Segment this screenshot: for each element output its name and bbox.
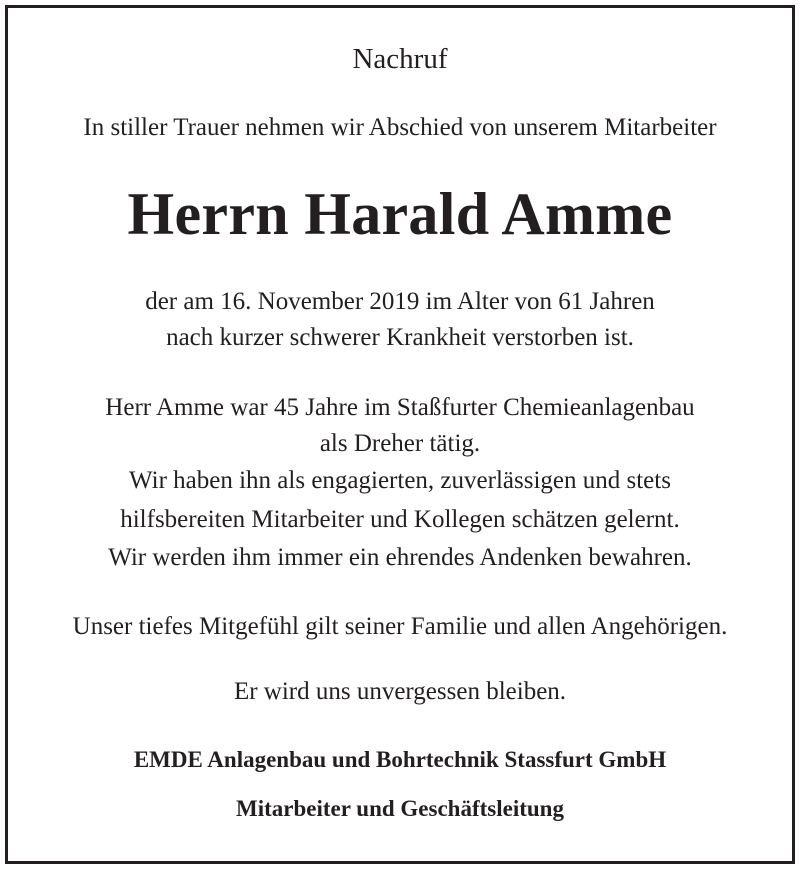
- tribute-line-1: Herr Amme war 45 Jahre im Staßfurter Chemieanlagenbau: [105, 394, 695, 421]
- closing-text: Er wird uns unvergessen bleiben.: [233, 678, 567, 705]
- company-name: EMDE Anlagenbau und Bohrtechnik Stassfurt GmbH: [133, 747, 667, 772]
- notice-heading: Nachruf: [352, 43, 448, 75]
- tribute-line-2: als Dreher tätig.: [319, 430, 481, 457]
- death-line-2: nach kurzer schwerer Krankheit verstorben ist.: [166, 324, 634, 351]
- condolence-text: Unser tiefes Mitgefühl gilt seiner Familie und allen Angehörigen.: [72, 613, 728, 640]
- intro-text: In stiller Trauer nehmen wir Abschied von unserem Mitarbeiter: [83, 114, 717, 141]
- deceased-name: Herrn Harald Amme: [127, 181, 673, 247]
- tribute-line-3: Wir haben ihn als engagierten, zuverlässigen und stets: [129, 467, 671, 494]
- tribute-line-4: hilfsbereiten Mitarbeiter und Kollegen schätzen gelernt.: [120, 506, 680, 533]
- death-line-1: der am 16. November 2019 im Alter von 61 Jahren: [145, 288, 655, 315]
- signatories: Mitarbeiter und Geschäftsleitung: [236, 796, 564, 821]
- tribute-line-5: Wir werden ihm immer ein ehrendes Andenken bewahren.: [108, 544, 692, 571]
